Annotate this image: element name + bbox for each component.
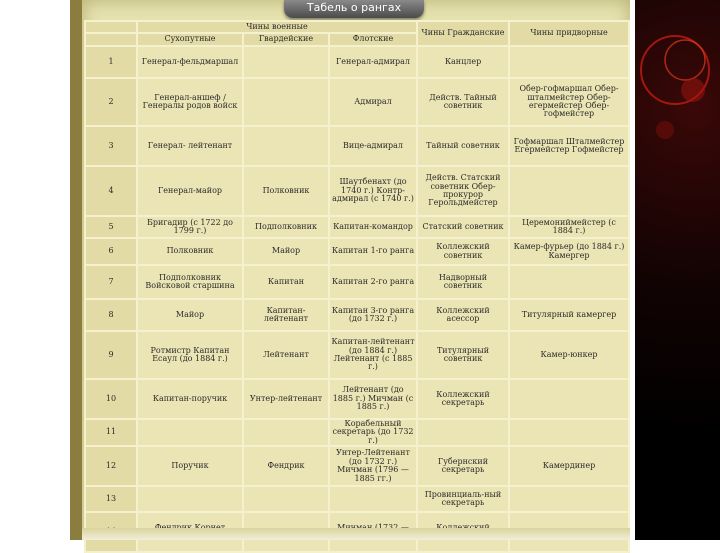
- header-empty-cell: [85, 21, 137, 33]
- rank-class-number: 11: [85, 419, 137, 446]
- rank-cell-court: Церемониймейстер (с 1884 г.): [509, 216, 629, 238]
- rank-cell-guard: Капитан: [243, 265, 329, 299]
- table-row: [85, 166, 629, 216]
- poster-edge: [70, 0, 82, 540]
- rank-cell-navy: Лейтенант (до 1885 г.) Мичман (с 1885 г.): [329, 379, 417, 419]
- rank-cell-land: Ротмистр Капитан Есаул (до 1884 г.): [137, 331, 243, 379]
- rank-cell-civil: Тайный советник: [417, 126, 509, 166]
- rank-class-number: 3: [85, 126, 137, 166]
- rank-cell-court: Обер-гофмаршал Обер-шталмейстер Обер-егермейстер Обер-гофмейстер: [509, 78, 629, 126]
- rank-class-number: 6: [85, 238, 137, 265]
- rank-cell-navy: Унтер-Лейтенант (до 1732 г.) Мичман (1796 — 1885 гг.): [329, 446, 417, 486]
- table-row: [85, 46, 629, 78]
- rank-cell-civil: Титулярный советник: [417, 331, 509, 379]
- rank-cell-land: Майор: [137, 299, 243, 331]
- rank-cell-navy: Вице-адмирал: [329, 126, 417, 166]
- rank-cell-civil: [417, 419, 509, 446]
- table-row: [85, 265, 629, 299]
- rank-cell-civil: Губернский секретарь: [417, 446, 509, 486]
- rank-cell-navy: Генерал-адмирал: [329, 46, 417, 78]
- table-row: [85, 486, 629, 512]
- header-military: Чины военные: [137, 21, 417, 33]
- rank-cell-court: [509, 419, 629, 446]
- rank-cell-navy: Корабельный секретарь (до 1732 г.): [329, 419, 417, 446]
- rank-cell-guard: [243, 126, 329, 166]
- header-navy: Флотские: [329, 33, 417, 46]
- ranks-table-body: [85, 21, 629, 552]
- decorative-dark-panel: [635, 0, 720, 540]
- header-land: Сухопутные: [137, 33, 243, 46]
- rank-cell-land: [137, 419, 243, 446]
- rank-class-number: 4: [85, 166, 137, 216]
- rank-cell-civil: Провинциаль-ный секретарь: [417, 486, 509, 512]
- table-row: [85, 331, 629, 379]
- rank-cell-court: [509, 379, 629, 419]
- rank-cell-guard: Капитан-лейтенант: [243, 299, 329, 331]
- table-row: [85, 446, 629, 486]
- rank-cell-civil: Коллежский секретарь: [417, 379, 509, 419]
- rank-class-number: 8: [85, 299, 137, 331]
- rank-cell-navy: [329, 486, 417, 512]
- rank-class-number: 2: [85, 78, 137, 126]
- poster-bottom-edge: [82, 528, 630, 540]
- rank-cell-civil: Действ. Тайный советник: [417, 78, 509, 126]
- rank-cell-navy: Капитан 3-го ранга (до 1732 г.): [329, 299, 417, 331]
- rank-cell-guard: Унтер-лейтенант: [243, 379, 329, 419]
- rank-class-number: 13: [85, 486, 137, 512]
- rank-cell-land: Генерал-аншеф / Генералы родов войск: [137, 78, 243, 126]
- rank-cell-navy: Шаутбенахт (до 1740 г.) Контр-адмирал (с 1740 г.): [329, 166, 417, 216]
- rank-cell-guard: [243, 419, 329, 446]
- ranks-table: [84, 20, 630, 553]
- rank-cell-navy: Адмирал: [329, 78, 417, 126]
- rank-cell-land: Бригадир (с 1722 до 1799 г.): [137, 216, 243, 238]
- rank-cell-guard: Полковник: [243, 166, 329, 216]
- rank-cell-civil: Канцлер: [417, 46, 509, 78]
- page-title: Табель о рангах: [284, 0, 424, 18]
- table-row: [85, 299, 629, 331]
- red-glow-icon: [635, 0, 720, 540]
- rank-cell-land: Капитан-поручик: [137, 379, 243, 419]
- rank-cell-civil: Статский советник: [417, 216, 509, 238]
- rank-class-number: 5: [85, 216, 137, 238]
- rank-cell-court: Гофмаршал Шталмейстер Егермейстер Гофмейстер: [509, 126, 629, 166]
- table-row: [85, 126, 629, 166]
- rank-cell-land: [137, 486, 243, 512]
- rank-class-number: 10: [85, 379, 137, 419]
- rank-cell-guard: Лейтенант: [243, 331, 329, 379]
- table-row: [85, 379, 629, 419]
- rank-cell-civil: Действ. Статский советник Обер-прокурор Герольдмейстер: [417, 166, 509, 216]
- rank-class-number: 12: [85, 446, 137, 486]
- rank-cell-court: Камер-юнкер: [509, 331, 629, 379]
- header-court: Чины придворные: [509, 21, 629, 46]
- table-row: [85, 419, 629, 446]
- rank-cell-court: Титулярный камергер: [509, 299, 629, 331]
- rank-cell-guard: [243, 78, 329, 126]
- rank-cell-navy: Капитан-командор: [329, 216, 417, 238]
- rank-cell-land: Подполковник Войсковой старшина: [137, 265, 243, 299]
- rank-cell-guard: [243, 46, 329, 78]
- table-row: [85, 78, 629, 126]
- rank-class-number: 1: [85, 46, 137, 78]
- rank-cell-court: Камер-фурьер (до 1884 г.) Камергер: [509, 238, 629, 265]
- rank-cell-navy: Капитан-лейтенант (до 1884 г.) Лейтенант (с 1885 г.): [329, 331, 417, 379]
- rank-class-number: 7: [85, 265, 137, 299]
- rank-cell-guard: Фендрик: [243, 446, 329, 486]
- table-row: [85, 216, 629, 238]
- rank-cell-land: Генерал-майор: [137, 166, 243, 216]
- rank-cell-guard: Подполковник: [243, 216, 329, 238]
- rank-cell-court: [509, 265, 629, 299]
- header-empty-cell: [85, 33, 137, 46]
- rank-cell-court: [509, 166, 629, 216]
- rank-cell-land: Поручик: [137, 446, 243, 486]
- rank-cell-guard: [243, 486, 329, 512]
- header-civil: Чины Гражданские: [417, 21, 509, 46]
- rank-cell-navy: Капитан 2-го ранга: [329, 265, 417, 299]
- rank-cell-court: Камердинер: [509, 446, 629, 486]
- rank-cell-navy: Капитан 1-го ранга: [329, 238, 417, 265]
- rank-cell-land: Полковник: [137, 238, 243, 265]
- rank-cell-civil: Коллежский асессор: [417, 299, 509, 331]
- rank-cell-guard: Майор: [243, 238, 329, 265]
- header-guard: Гвардейские: [243, 33, 329, 46]
- rank-class-number: 9: [85, 331, 137, 379]
- rank-cell-civil: Коллежский советник: [417, 238, 509, 265]
- rank-cell-land: Генерал- лейтенант: [137, 126, 243, 166]
- rank-cell-court: [509, 486, 629, 512]
- table-row: [85, 238, 629, 265]
- rank-cell-court: [509, 46, 629, 78]
- rank-cell-land: Генерал-фельдмаршал: [137, 46, 243, 78]
- rank-cell-civil: Надворный советник: [417, 265, 509, 299]
